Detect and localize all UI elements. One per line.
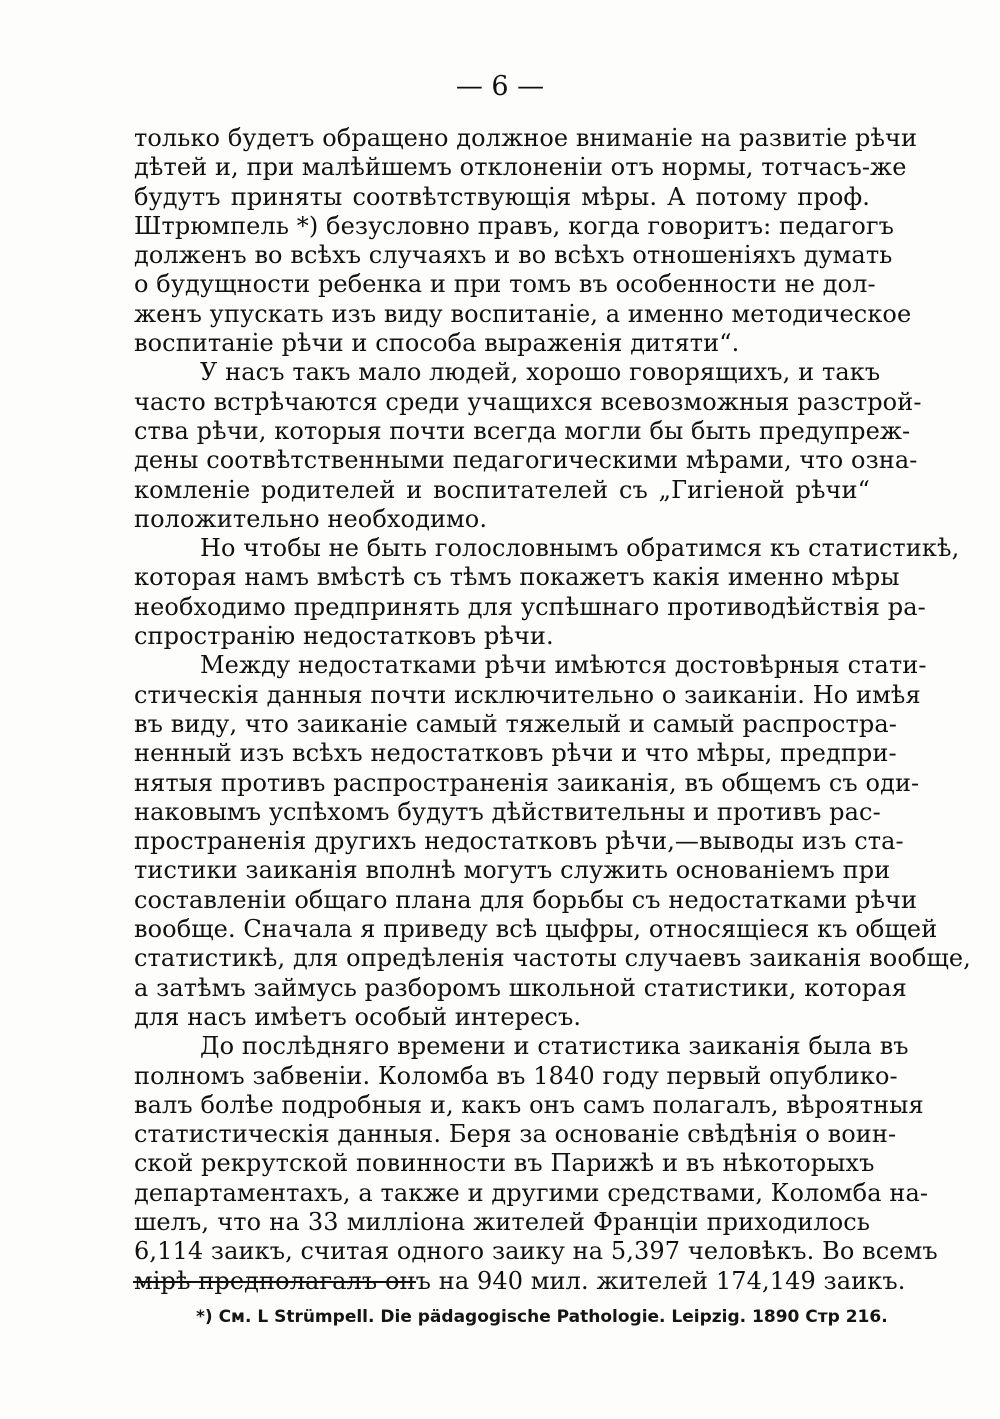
text-line: только будетъ обращено должное вниманіе на развитіе рѣчи xyxy=(134,124,918,152)
text-line: часто встрѣчаются среди учащихся всевозможныя разстрой- xyxy=(134,387,922,416)
text-line: женъ упускать изъ виду воспитаніе, а именно методическое xyxy=(134,299,912,328)
text-line: комленіе родителей и воспитателей съ „Гигіеной рѣчи“ xyxy=(134,475,870,504)
text-line: спространію недостатковъ рѣчи. xyxy=(134,622,554,651)
text-line: полномъ забвеніи. Коломба въ 1840 году первый опублико- xyxy=(134,1061,898,1090)
text-line: статистическія данныя. Беря за основаніе свѣдѣнія о воин- xyxy=(134,1120,897,1149)
text-line: воспитаніе рѣчи и способа выраженія дитяти“. xyxy=(134,329,740,358)
text-line: тистики заиканія вполнѣ могутъ служить основаніемъ при xyxy=(134,856,891,885)
text-line: будутъ приняты соотвѣтствующія мѣры. А потому проф. xyxy=(134,182,870,211)
text-line: необходимо предпринять для успѣшнаго противодѣйствія ра- xyxy=(134,592,926,621)
text-line: шелъ, что на 33 милліона жителей Франціи приходилось xyxy=(134,1207,870,1236)
text-line: дены соотвѣтственными педагогическими мѣрами, что озна- xyxy=(134,446,918,475)
text-line: вообще. Сначала я приведу всѣ цыфры, относящіеся къ общей xyxy=(134,915,938,944)
text-line: ской рекрутской повинности въ Парижѣ и въ нѣкоторыхъ xyxy=(134,1149,875,1178)
body-text xyxy=(134,124,971,1296)
footnote-divider xyxy=(133,1281,416,1283)
text-line: департаментахъ, а также и другими средствами, Коломба на- xyxy=(134,1178,929,1207)
text-line: ненный изъ всѣхъ недостатковъ рѣчи и что мѣры, предпри- xyxy=(134,739,897,768)
text-line: для насъ имѣетъ особый интересъ. xyxy=(134,1002,582,1031)
text-line: валъ болѣе подробныя и, какъ онъ самъ полагалъ, вѣроятныя xyxy=(134,1090,924,1119)
text-line: статистикѣ, для опредѣленія частоты случаевъ заиканія вообще, xyxy=(134,944,971,973)
page-number: — 6 — xyxy=(455,71,545,102)
text-line: которая намъ вмѣстѣ съ тѣмъ покажетъ какія именно мѣры xyxy=(134,563,900,592)
text-line: нятыя противъ распространенія заиканія, въ общемъ съ оди- xyxy=(134,768,920,797)
text-line: мірѣ предполагалъ онъ на 940 мил. жителей 174,149 заикъ. xyxy=(134,1266,906,1295)
text-line: а затѣмъ займусь разборомъ школьной статистики, которая xyxy=(134,973,907,1002)
text-line: пространенія другихъ недостатковъ рѣчи,—выводы изъ ста- xyxy=(134,827,904,856)
text-line: Штрюмпель *) безусловно правъ, когда говоритъ: педагогъ xyxy=(134,211,895,240)
text-line: наковымъ успѣхомъ будутъ дѣйствительны и противъ рас- xyxy=(134,797,881,826)
paragraph-start-line: До послѣдняго времени и статистика заиканія была въ xyxy=(200,1032,909,1061)
paragraph-start-line: Между недостатками рѣчи имѣются достовѣрныя стати- xyxy=(200,651,927,680)
text-line: стическія данныя почти исключительно о заиканіи. Но имѣя xyxy=(134,680,921,709)
text-line: 6,114 заикъ, считая одного заику на 5,397 человѣкъ. Во всемъ xyxy=(134,1237,938,1266)
text-line: дѣтей и, при малѣйшемъ отклоненіи отъ нормы, тотчасъ-же xyxy=(134,153,907,182)
text-line: долженъ во всѣхъ случаяхъ и во всѣхъ отношеніяхъ думать xyxy=(134,241,893,270)
paragraph-start-line: Но чтобы не быть голословнымъ обратимся къ статистикѣ, xyxy=(200,534,960,563)
text-line: въ виду, что заиканіе самый тяжелый и самый распростра- xyxy=(134,709,898,738)
text-line: положительно необходимо. xyxy=(134,504,488,533)
text-line: о будущности ребенка и при томъ въ особенности не дол- xyxy=(134,270,876,299)
text-line: ства рѣчи, которыя почти всегда могли бы быть предупреж- xyxy=(134,416,911,445)
text-line: составленіи общаго плана для борьбы съ недостатками рѣчи xyxy=(134,885,918,914)
paragraph-start-line: У насъ такъ мало людей, хорошо говорящихъ, и такъ xyxy=(200,358,881,387)
footnote: *) См. L Strümpell. Die pädagogische Pathologie. Leipzig. 1890 Стр 216. xyxy=(196,1307,888,1327)
